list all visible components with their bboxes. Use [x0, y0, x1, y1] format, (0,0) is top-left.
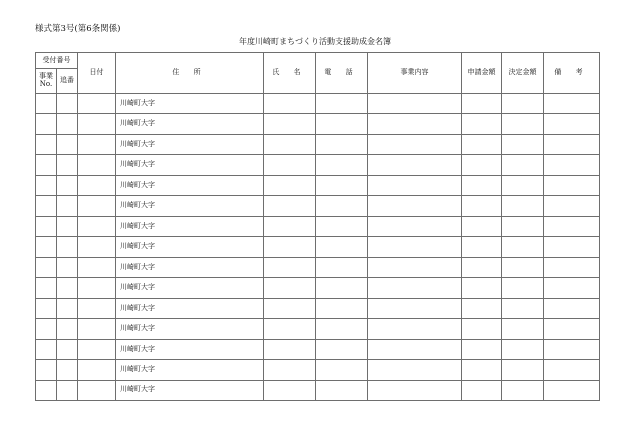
- table-row: [36, 360, 600, 380]
- cell-project-details: [368, 380, 462, 400]
- cell-address: 川崎町大字: [116, 298, 264, 318]
- cell-requested-amount: [462, 237, 502, 257]
- form-number: 様式第3号(第6条関係): [35, 24, 121, 34]
- table-row: [36, 216, 600, 236]
- cell-phone: [316, 360, 368, 380]
- cell-remarks: [544, 339, 600, 359]
- cell-phone: [316, 339, 368, 359]
- cell-address: 川崎町大字: [116, 216, 264, 236]
- cell-phone: [316, 175, 368, 195]
- cell-date: [78, 319, 116, 339]
- header-decided-amount: 決定金額: [502, 53, 544, 94]
- table-header: [36, 53, 600, 94]
- table-row: [36, 257, 600, 277]
- cell-sub-number: [57, 339, 78, 359]
- cell-business-no: [36, 216, 57, 236]
- cell-business-no: [36, 319, 57, 339]
- table-row: [36, 380, 600, 400]
- cell-address: 川崎町大字: [116, 134, 264, 154]
- cell-phone: [316, 196, 368, 216]
- cell-date: [78, 94, 116, 114]
- cell-requested-amount: [462, 196, 502, 216]
- cell-requested-amount: [462, 155, 502, 175]
- cell-decided-amount: [502, 360, 544, 380]
- table-row: [36, 196, 600, 216]
- cell-sub-number: [57, 155, 78, 175]
- cell-project-details: [368, 134, 462, 154]
- cell-remarks: [544, 134, 600, 154]
- cell-remarks: [544, 257, 600, 277]
- header-business-no-line1: 事業: [39, 72, 53, 81]
- cell-project-details: [368, 114, 462, 134]
- header-project-details: 事業内容: [368, 53, 462, 94]
- cell-address: 川崎町大字: [116, 360, 264, 380]
- cell-requested-amount: [462, 175, 502, 195]
- cell-project-details: [368, 257, 462, 277]
- header-requested-amount: 申請金額: [462, 53, 502, 94]
- cell-address: 川崎町大字: [116, 175, 264, 195]
- cell-project-details: [368, 360, 462, 380]
- table-row: [36, 134, 600, 154]
- cell-sub-number: [57, 257, 78, 277]
- cell-requested-amount: [462, 114, 502, 134]
- cell-phone: [316, 94, 368, 114]
- cell-sub-number: [57, 196, 78, 216]
- cell-project-details: [368, 237, 462, 257]
- cell-sub-number: [57, 380, 78, 400]
- cell-remarks: [544, 278, 600, 298]
- cell-decided-amount: [502, 257, 544, 277]
- cell-name: [264, 278, 316, 298]
- cell-project-details: [368, 339, 462, 359]
- cell-name: [264, 237, 316, 257]
- cell-decided-amount: [502, 94, 544, 114]
- cell-decided-amount: [502, 196, 544, 216]
- cell-date: [78, 237, 116, 257]
- table-row: [36, 175, 600, 195]
- cell-requested-amount: [462, 339, 502, 359]
- header-reception-number: 受付番号: [36, 53, 78, 69]
- cell-requested-amount: [462, 360, 502, 380]
- cell-remarks: [544, 298, 600, 318]
- header-business-no: [36, 69, 57, 94]
- cell-business-no: [36, 196, 57, 216]
- cell-date: [78, 155, 116, 175]
- cell-remarks: [544, 360, 600, 380]
- cell-address: 川崎町大字: [116, 237, 264, 257]
- table-row: [36, 94, 600, 114]
- cell-requested-amount: [462, 94, 502, 114]
- cell-business-no: [36, 175, 57, 195]
- cell-requested-amount: [462, 298, 502, 318]
- cell-name: [264, 196, 316, 216]
- cell-remarks: [544, 237, 600, 257]
- cell-phone: [316, 155, 368, 175]
- cell-date: [78, 278, 116, 298]
- cell-decided-amount: [502, 339, 544, 359]
- cell-project-details: [368, 94, 462, 114]
- cell-name: [264, 175, 316, 195]
- cell-decided-amount: [502, 278, 544, 298]
- cell-requested-amount: [462, 216, 502, 236]
- cell-date: [78, 380, 116, 400]
- cell-address: 川崎町大字: [116, 94, 264, 114]
- table-row: [36, 155, 600, 175]
- cell-business-no: [36, 94, 57, 114]
- cell-project-details: [368, 319, 462, 339]
- cell-date: [78, 134, 116, 154]
- header-phone: 電 話: [316, 53, 368, 94]
- applicant-roster-table: [35, 52, 600, 401]
- cell-phone: [316, 257, 368, 277]
- cell-business-no: [36, 360, 57, 380]
- cell-address: 川崎町大字: [116, 114, 264, 134]
- cell-date: [78, 360, 116, 380]
- cell-requested-amount: [462, 278, 502, 298]
- cell-date: [78, 216, 116, 236]
- header-address: 住 所: [116, 53, 264, 94]
- cell-name: [264, 94, 316, 114]
- cell-remarks: [544, 114, 600, 134]
- cell-phone: [316, 380, 368, 400]
- cell-decided-amount: [502, 216, 544, 236]
- cell-name: [264, 380, 316, 400]
- header-business-no-line2: No.: [39, 80, 53, 88]
- table-row: [36, 319, 600, 339]
- cell-address: 川崎町大字: [116, 339, 264, 359]
- cell-phone: [316, 237, 368, 257]
- cell-decided-amount: [502, 237, 544, 257]
- cell-project-details: [368, 298, 462, 318]
- cell-name: [264, 216, 316, 236]
- cell-remarks: [544, 175, 600, 195]
- table-body: [36, 94, 600, 401]
- header-remarks: 備 考: [544, 53, 600, 94]
- cell-address: 川崎町大字: [116, 196, 264, 216]
- cell-business-no: [36, 257, 57, 277]
- cell-address: 川崎町大字: [116, 380, 264, 400]
- cell-phone: [316, 114, 368, 134]
- cell-decided-amount: [502, 380, 544, 400]
- cell-sub-number: [57, 175, 78, 195]
- cell-decided-amount: [502, 155, 544, 175]
- cell-phone: [316, 134, 368, 154]
- cell-remarks: [544, 94, 600, 114]
- cell-sub-number: [57, 237, 78, 257]
- cell-business-no: [36, 339, 57, 359]
- cell-business-no: [36, 298, 57, 318]
- cell-project-details: [368, 175, 462, 195]
- cell-sub-number: [57, 216, 78, 236]
- cell-business-no: [36, 380, 57, 400]
- table-row: [36, 339, 600, 359]
- cell-decided-amount: [502, 134, 544, 154]
- header-date: 日付: [78, 53, 116, 94]
- cell-requested-amount: [462, 380, 502, 400]
- header-sub-number: 追番: [57, 69, 78, 94]
- cell-sub-number: [57, 298, 78, 318]
- cell-phone: [316, 298, 368, 318]
- cell-decided-amount: [502, 114, 544, 134]
- cell-sub-number: [57, 319, 78, 339]
- cell-date: [78, 298, 116, 318]
- cell-project-details: [368, 155, 462, 175]
- cell-date: [78, 175, 116, 195]
- cell-remarks: [544, 380, 600, 400]
- cell-address: 川崎町大字: [116, 257, 264, 277]
- cell-name: [264, 155, 316, 175]
- cell-business-no: [36, 114, 57, 134]
- table-row: [36, 237, 600, 257]
- cell-address: 川崎町大字: [116, 278, 264, 298]
- document-title: 年度川崎町まちづくり活動支援助成金名簿: [239, 37, 391, 46]
- cell-remarks: [544, 196, 600, 216]
- table-row: [36, 114, 600, 134]
- cell-remarks: [544, 216, 600, 236]
- cell-name: [264, 360, 316, 380]
- cell-address: 川崎町大字: [116, 319, 264, 339]
- table-row: [36, 278, 600, 298]
- cell-decided-amount: [502, 319, 544, 339]
- cell-requested-amount: [462, 257, 502, 277]
- cell-business-no: [36, 134, 57, 154]
- cell-name: [264, 134, 316, 154]
- cell-name: [264, 114, 316, 134]
- cell-name: [264, 339, 316, 359]
- cell-sub-number: [57, 114, 78, 134]
- cell-remarks: [544, 319, 600, 339]
- cell-phone: [316, 216, 368, 236]
- cell-address: 川崎町大字: [116, 155, 264, 175]
- cell-decided-amount: [502, 298, 544, 318]
- cell-sub-number: [57, 94, 78, 114]
- cell-date: [78, 114, 116, 134]
- cell-business-no: [36, 155, 57, 175]
- cell-project-details: [368, 278, 462, 298]
- cell-phone: [316, 319, 368, 339]
- cell-business-no: [36, 237, 57, 257]
- cell-date: [78, 339, 116, 359]
- cell-sub-number: [57, 360, 78, 380]
- cell-sub-number: [57, 134, 78, 154]
- cell-project-details: [368, 196, 462, 216]
- cell-remarks: [544, 155, 600, 175]
- cell-name: [264, 257, 316, 277]
- cell-decided-amount: [502, 175, 544, 195]
- cell-sub-number: [57, 278, 78, 298]
- cell-date: [78, 257, 116, 277]
- cell-project-details: [368, 216, 462, 236]
- header-name: 氏 名: [264, 53, 316, 94]
- cell-business-no: [36, 278, 57, 298]
- cell-phone: [316, 278, 368, 298]
- cell-requested-amount: [462, 319, 502, 339]
- cell-requested-amount: [462, 134, 502, 154]
- cell-date: [78, 196, 116, 216]
- table-row: [36, 298, 600, 318]
- cell-name: [264, 298, 316, 318]
- cell-name: [264, 319, 316, 339]
